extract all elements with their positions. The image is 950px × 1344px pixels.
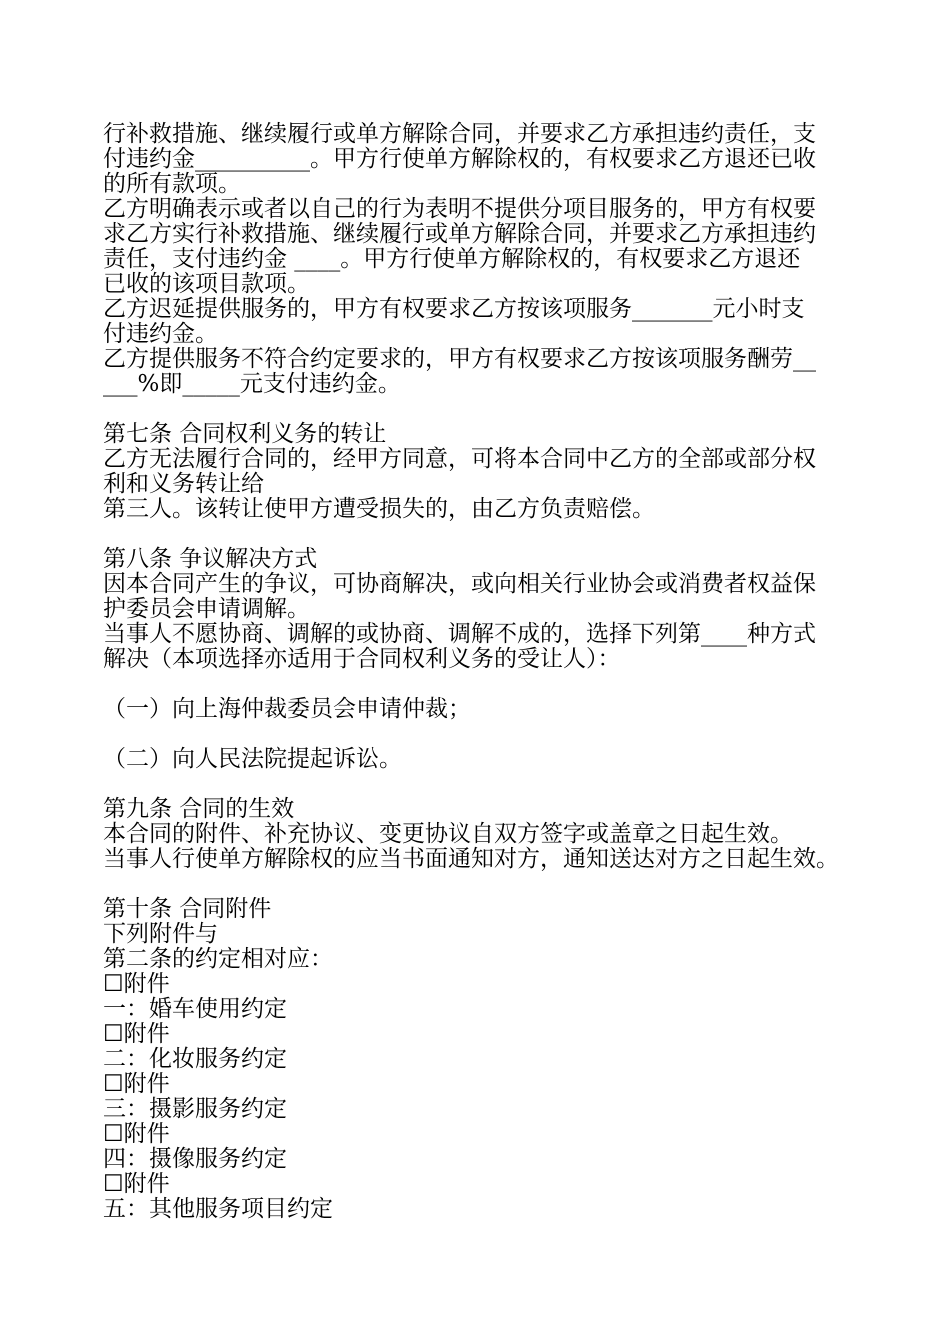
text-line: （一）向上海仲裁委员会申请仲裁； xyxy=(103,696,471,722)
text-line: 的所有款项。 xyxy=(103,171,241,197)
text-line: 乙方明确表示或者以自己的行为表明不提供分项目服务的，甲方有权要 xyxy=(103,196,816,222)
text-line: 第八条 争议解决方式 xyxy=(103,546,318,572)
text-line: 本合同的附件、补充协议、变更协议自双方签字或盖章之日起生效。 xyxy=(103,821,793,847)
text-line: ☐附件 xyxy=(103,971,170,997)
text-line: 已收的该项目款项。 xyxy=(103,271,310,297)
text-line: ☐附件 xyxy=(103,1021,170,1047)
text-line: 四：摄像服务约定 xyxy=(103,1146,287,1172)
text-line: 第三人。该转让使甲方遭受损失的，由乙方负责赔偿。 xyxy=(103,496,655,522)
text-line: 乙方迟延提供服务的，甲方有权要求乙方按该项服务_______元小时支 xyxy=(103,296,805,322)
text-line: ☐附件 xyxy=(103,1071,170,1097)
blank-line xyxy=(103,672,863,697)
text-line: 第九条 合同的生效 xyxy=(103,796,295,822)
text-line: ☐附件 xyxy=(103,1121,170,1147)
text-line: 解决（本项选择亦适用于合同权利义务的受让人）： xyxy=(103,646,621,672)
text-line: 三：摄影服务约定 xyxy=(103,1096,287,1122)
text-line: 第七条 合同权利义务的转让 xyxy=(103,421,387,447)
text-line: 责任，支付违约金 ____。甲方行使单方解除权的，有权要求乙方退还 xyxy=(103,246,801,272)
blank-line xyxy=(103,397,863,422)
text-line: 求乙方实行补救措施、继续履行或单方解除合同，并要求乙方承担违约 xyxy=(103,221,816,247)
text-line: 行补救措施、继续履行或单方解除合同，并要求乙方承担违约责任，支 xyxy=(103,121,816,147)
text-line: 付违约金。 xyxy=(103,321,218,347)
blank-line xyxy=(103,772,863,797)
blank-line xyxy=(103,872,863,897)
blank-line xyxy=(103,722,863,747)
blank-line xyxy=(103,522,863,547)
text-line: （二）向人民法院提起诉讼。 xyxy=(103,746,402,772)
text-line: 第二条的约定相对应： xyxy=(103,946,333,972)
text-line: 付违约金__________。甲方行使单方解除权的，有权要求乙方退还已收 xyxy=(103,146,816,172)
text-line: 利和义务转让给 xyxy=(103,471,264,497)
text-line: 护委员会申请调解。 xyxy=(103,596,310,622)
text-line: ☐附件 xyxy=(103,1171,170,1197)
text-line: 当事人不愿协商、调解的或协商、调解不成的，选择下列第____种方式 xyxy=(103,621,816,647)
text-line: ___%即_____元支付违约金。 xyxy=(103,371,401,397)
text-line: 乙方无法履行合同的，经甲方同意，可将本合同中乙方的全部或部分权 xyxy=(103,446,816,472)
text-line: 下列附件与 xyxy=(103,921,218,947)
text-line: 五：其他服务项目约定 xyxy=(103,1196,333,1222)
text-line: 第十条 合同附件 xyxy=(103,896,272,922)
text-line: 因本合同产生的争议，可协商解决，或向相关行业协会或消费者权益保 xyxy=(103,571,816,597)
text-line: 当事人行使单方解除权的应当书面通知对方，通知送达对方之日起生效。 xyxy=(103,846,839,872)
text-line: 乙方提供服务不符合约定要求的，甲方有权要求乙方按该项服务酬劳__ xyxy=(103,346,816,372)
text-line: 一：婚车使用约定 xyxy=(103,996,287,1022)
text-line: 二：化妆服务约定 xyxy=(103,1046,287,1072)
document-body xyxy=(103,122,863,1222)
